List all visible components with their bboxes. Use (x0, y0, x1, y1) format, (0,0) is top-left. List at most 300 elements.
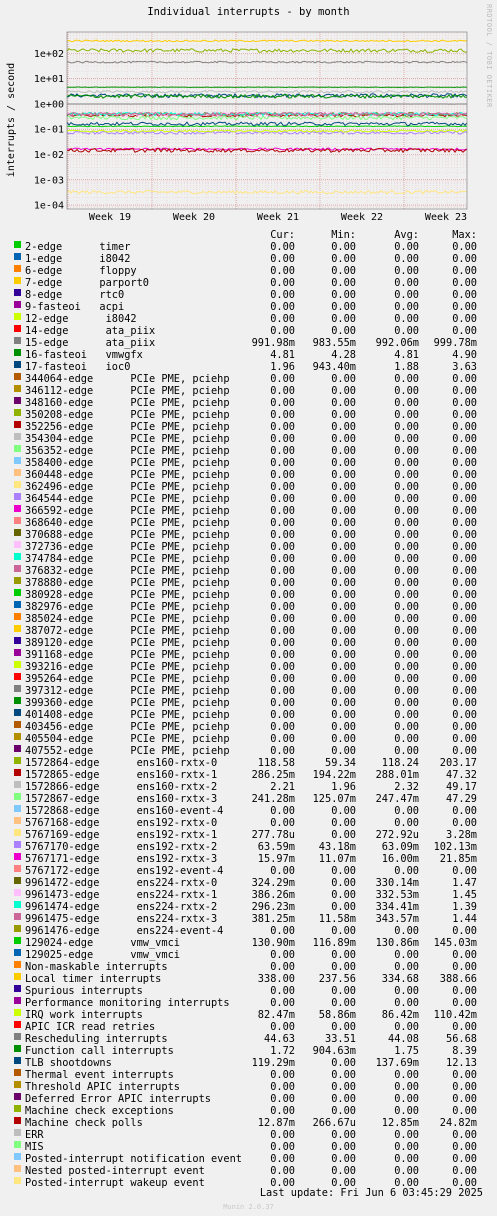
legend-avg: 137.69m (375, 1057, 419, 1069)
legend-rows (0, 241, 497, 1189)
legend-row (0, 853, 497, 865)
legend-swatch (14, 1021, 21, 1028)
legend-label: 397312-edge PCIe PME, pciehp (25, 685, 230, 697)
legend-label: Posted-interrupt notification event (25, 1153, 242, 1165)
legend-row (0, 1045, 497, 1057)
legend-cur: 0.00 (270, 985, 295, 997)
legend-cur: 0.00 (270, 1105, 295, 1117)
legend-cur: 277.78u (251, 829, 295, 841)
legend-min: 0.00 (331, 1069, 356, 1081)
legend-swatch (14, 277, 21, 284)
legend-max: 0.00 (452, 1153, 477, 1165)
legend-cur: 0.00 (270, 433, 295, 445)
legend-label: 380928-edge PCIe PME, pciehp (25, 589, 230, 601)
legend-min: 1.96 (331, 781, 356, 793)
legend-avg: 0.00 (394, 265, 419, 277)
legend-min: 0.00 (331, 301, 356, 313)
legend-row (0, 1033, 497, 1045)
legend-avg: 0.00 (394, 553, 419, 565)
legend-row (0, 901, 497, 913)
legend-max: 0.00 (452, 253, 477, 265)
legend-swatch (14, 805, 21, 812)
legend-min: 0.00 (331, 253, 356, 265)
legend-min: 0.00 (331, 1165, 356, 1177)
legend-max: 0.00 (452, 313, 477, 325)
legend-min: 0.00 (331, 289, 356, 301)
legend-min: 11.58m (318, 913, 356, 925)
legend-min: 0.00 (331, 433, 356, 445)
grid-lines (67, 32, 467, 209)
legend-row (0, 433, 497, 445)
legend-max: 0.00 (452, 265, 477, 277)
legend-label: 370688-edge PCIe PME, pciehp (25, 529, 230, 541)
legend-row (0, 697, 497, 709)
legend-row (0, 241, 497, 253)
legend-avg: 0.00 (394, 577, 419, 589)
legend-swatch (14, 469, 21, 476)
y-tick-label: 1e+02 (33, 48, 64, 60)
legend-row (0, 337, 497, 349)
legend-label: 354304-edge PCIe PME, pciehp (25, 433, 230, 445)
legend-swatch (14, 709, 21, 716)
legend-max: 0.00 (452, 589, 477, 601)
legend-label: 346112-edge PCIe PME, pciehp (25, 385, 230, 397)
legend-min: 0.00 (331, 949, 356, 961)
legend-avg: 16.00m (381, 853, 419, 865)
legend-swatch (14, 1141, 21, 1148)
legend-row (0, 517, 497, 529)
legend-swatch (14, 289, 21, 296)
legend-row (0, 637, 497, 649)
legend-swatch (14, 553, 21, 560)
legend-label: Deferred Error APIC interrupts (25, 1093, 211, 1105)
legend-label: 385024-edge PCIe PME, pciehp (25, 613, 230, 625)
legend-label: Machine check exceptions (25, 1105, 174, 1117)
legend-swatch (14, 1177, 21, 1184)
legend-avg: 0.00 (394, 469, 419, 481)
legend-row (0, 709, 497, 721)
legend-cur: 0.00 (270, 493, 295, 505)
legend-swatch (14, 565, 21, 572)
legend-cur: 0.00 (270, 589, 295, 601)
legend-row (0, 865, 497, 877)
legend-swatch (14, 757, 21, 764)
legend-row (0, 1021, 497, 1033)
legend-swatch (14, 601, 21, 608)
legend-min: 0.00 (331, 1129, 356, 1141)
legend-min: 58.86m (318, 1009, 356, 1021)
legend-label: 5767168-edge ens192-rxtx-0 (25, 817, 218, 829)
legend-cur: 0.00 (270, 1093, 295, 1105)
legend-swatch (14, 925, 21, 932)
legend-cur: 0.00 (270, 817, 295, 829)
y-tick-label: 1e-04 (33, 200, 64, 212)
legend-row (0, 1165, 497, 1177)
header-avg: Avg: (394, 229, 419, 241)
legend-row (0, 781, 497, 793)
legend-label: 362496-edge PCIe PME, pciehp (25, 481, 230, 493)
legend-min: 0.00 (331, 709, 356, 721)
legend-avg: 12.85m (381, 1117, 419, 1129)
legend-swatch (14, 541, 21, 548)
legend-min: 0.00 (331, 553, 356, 565)
legend-cur: 0.00 (270, 565, 295, 577)
last-update: Last update: Fri Jun 6 03:45:29 2025 (259, 1187, 483, 1199)
legend-cur: 0.00 (270, 529, 295, 541)
legend-swatch (14, 1093, 21, 1100)
legend-max: 0.00 (452, 1165, 477, 1177)
legend-avg: 0.00 (394, 985, 419, 997)
legend-cur: 338.00 (257, 973, 295, 985)
legend-row (0, 277, 497, 289)
legend-max: 0.00 (452, 433, 477, 445)
legend-cur: 63.59m (257, 841, 295, 853)
legend-cur: 0.00 (270, 505, 295, 517)
legend-swatch (14, 865, 21, 872)
legend-min: 943.40m (312, 361, 356, 373)
legend-row (0, 757, 497, 769)
series-line (67, 191, 467, 194)
legend-max: 0.00 (452, 817, 477, 829)
legend-label: 5767170-edge ens192-rxtx-2 (25, 841, 218, 853)
legend-row (0, 613, 497, 625)
legend-max: 0.00 (452, 961, 477, 973)
legend-min: 116.89m (312, 937, 356, 949)
legend-cur: 1.72 (270, 1045, 295, 1057)
legend-label: 129024-edge vmw_vmci (25, 937, 180, 949)
legend-avg: 0.00 (394, 1129, 419, 1141)
legend-avg: 0.00 (394, 661, 419, 673)
legend-avg: 0.00 (394, 601, 419, 613)
legend-row (0, 1105, 497, 1117)
legend-avg: 0.00 (394, 805, 419, 817)
legend-avg: 130.86m (375, 937, 419, 949)
legend-min: 0.00 (331, 265, 356, 277)
legend-label: Threshold APIC interrupts (25, 1081, 180, 1093)
legend-row (0, 793, 497, 805)
legend-min: 0.00 (331, 985, 356, 997)
legend-max: 4.90 (452, 349, 477, 361)
legend-max: 0.00 (452, 985, 477, 997)
x-tick-label: Week 21 (256, 212, 300, 223)
legend-swatch (14, 409, 21, 416)
legend-avg: 0.00 (394, 517, 419, 529)
legend-min: 0.00 (331, 325, 356, 337)
y-tick-label: 1e-03 (33, 175, 64, 187)
legend-label: 1-edge i8042 (25, 253, 131, 265)
legend-avg: 0.00 (394, 493, 419, 505)
legend-max: 3.63 (452, 361, 477, 373)
legend-min: 0.00 (331, 1105, 356, 1117)
legend-swatch (14, 937, 21, 944)
legend-cur: 296.23m (251, 901, 295, 913)
legend-row (0, 769, 497, 781)
legend-max: 0.00 (452, 997, 477, 1009)
legend-swatch (14, 1081, 21, 1088)
legend-label: 9-fasteoi acpi (25, 301, 125, 313)
legend-cur: 0.00 (270, 661, 295, 673)
x-tick-label: Week 22 (340, 212, 384, 223)
legend-min: 0.00 (331, 469, 356, 481)
legend-row (0, 937, 497, 949)
legend-label: 387072-edge PCIe PME, pciehp (25, 625, 230, 637)
legend-max: 0.00 (452, 1069, 477, 1081)
legend-cur: 0.00 (270, 469, 295, 481)
legend-max: 102.13m (433, 841, 477, 853)
legend-avg: 0.00 (394, 409, 419, 421)
legend-swatch (14, 529, 21, 536)
legend-row (0, 1129, 497, 1141)
legend-avg: 0.00 (394, 733, 419, 745)
legend-avg: 0.00 (394, 289, 419, 301)
legend-label: Non-maskable interrupts (25, 961, 168, 973)
legend-min: 0.00 (331, 529, 356, 541)
legend-min: 0.00 (331, 505, 356, 517)
legend-row (0, 265, 497, 277)
legend-row (0, 289, 497, 301)
legend-max: 0.00 (452, 457, 477, 469)
legend-row (0, 805, 497, 817)
legend-min: 237.56 (318, 973, 356, 985)
legend-swatch (14, 433, 21, 440)
legend-min: 983.55m (312, 337, 356, 349)
legend-swatch (14, 841, 21, 848)
legend-cur: 0.00 (270, 925, 295, 937)
legend-label: TLB shootdowns (25, 1057, 112, 1069)
legend-min: 0.00 (331, 541, 356, 553)
legend-swatch (14, 481, 21, 488)
legend-max: 0.00 (452, 601, 477, 613)
x-tick-label: Week 23 (424, 212, 468, 223)
legend-label: 372736-edge PCIe PME, pciehp (25, 541, 230, 553)
rrdtool-credit: RRDTOOL / TOBI OETIKER (485, 4, 493, 108)
legend-swatch (14, 1069, 21, 1076)
legend-avg: 0.00 (394, 277, 419, 289)
legend-avg: 0.00 (394, 1021, 419, 1033)
legend-label: Rescheduling interrupts (25, 1033, 168, 1045)
legend-cur: 286.25m (251, 769, 295, 781)
legend-max: 21.85m (439, 853, 477, 865)
legend-min: 0.00 (331, 1021, 356, 1033)
legend-max: 0.00 (452, 697, 477, 709)
legend-max: 0.00 (452, 685, 477, 697)
legend-min: 0.00 (331, 625, 356, 637)
legend-swatch (14, 1129, 21, 1136)
y-tick-label: 1e+00 (33, 99, 64, 111)
legend-max: 145.03m (433, 937, 477, 949)
legend-swatch (14, 889, 21, 896)
legend-max: 24.82m (439, 1117, 477, 1129)
legend-avg: 0.00 (394, 997, 419, 1009)
legend-cur: 0.00 (270, 1153, 295, 1165)
legend-swatch (14, 1117, 21, 1124)
legend-swatch (14, 961, 21, 968)
legend-max: 0.00 (452, 625, 477, 637)
legend-max: 0.00 (452, 493, 477, 505)
legend-max: 0.00 (452, 649, 477, 661)
x-tick-label: Week 19 (88, 212, 132, 223)
legend-avg: 272.92u (375, 829, 419, 841)
legend-max: 0.00 (452, 637, 477, 649)
legend-avg: 0.00 (394, 505, 419, 517)
legend-cur: 0.00 (270, 277, 295, 289)
legend-avg: 0.00 (394, 397, 419, 409)
header-min: Min: (331, 229, 356, 241)
legend-avg: 86.42m (381, 1009, 419, 1021)
legend-cur: 0.00 (270, 697, 295, 709)
legend-min: 0.00 (331, 889, 356, 901)
legend-avg: 0.00 (394, 457, 419, 469)
legend-swatch (14, 721, 21, 728)
legend-row (0, 961, 497, 973)
legend-label: 5767171-edge ens192-rxtx-3 (25, 853, 218, 865)
legend-label: 393216-edge PCIe PME, pciehp (25, 661, 230, 673)
legend-max: 0.00 (452, 565, 477, 577)
legend-cur: 0.00 (270, 241, 295, 253)
legend-row (0, 529, 497, 541)
legend-max: 0.00 (452, 409, 477, 421)
legend-max: 0.00 (452, 517, 477, 529)
legend-max: 0.00 (452, 421, 477, 433)
legend-avg: 0.00 (394, 433, 419, 445)
legend-cur: 0.00 (270, 445, 295, 457)
legend-min: 0.00 (331, 697, 356, 709)
legend-cur: 0.00 (270, 457, 295, 469)
legend-cur: 130.90m (251, 937, 295, 949)
legend-max: 0.00 (452, 1081, 477, 1093)
legend-row (0, 325, 497, 337)
legend-avg: 0.00 (394, 685, 419, 697)
legend-max: 0.00 (452, 721, 477, 733)
legend-row (0, 505, 497, 517)
legend-cur: 0.00 (270, 325, 295, 337)
legend-label: 129025-edge vmw_vmci (25, 949, 180, 961)
legend-row (0, 493, 497, 505)
legend-swatch (14, 1009, 21, 1016)
legend-max: 0.00 (452, 397, 477, 409)
legend-avg: 0.00 (394, 961, 419, 973)
legend-avg: 0.00 (394, 721, 419, 733)
legend-header-row (0, 229, 497, 241)
legend-cur: 0.00 (270, 805, 295, 817)
legend-cur: 0.00 (270, 1141, 295, 1153)
legend-avg: 0.00 (394, 445, 419, 457)
legend-label: 1572864-edge ens160-rxtx-0 (25, 757, 218, 769)
legend-max: 0.00 (452, 325, 477, 337)
legend-label: 6-edge floppy (25, 265, 137, 277)
legend-row (0, 421, 497, 433)
legend-label: 9961474-edge ens224-rxtx-2 (25, 901, 218, 913)
legend-max: 0.00 (452, 925, 477, 937)
legend-cur: 0.00 (270, 949, 295, 961)
legend-min: 0.00 (331, 601, 356, 613)
legend-max: 0.00 (452, 373, 477, 385)
legend-min: 0.00 (331, 277, 356, 289)
legend-max: 0.00 (452, 805, 477, 817)
legend-max: 0.00 (452, 301, 477, 313)
legend-swatch (14, 1165, 21, 1172)
legend-row (0, 1141, 497, 1153)
legend-avg: 0.00 (394, 241, 419, 253)
legend-cur: 0.00 (270, 601, 295, 613)
legend-row (0, 673, 497, 685)
legend-table (0, 229, 497, 1189)
legend-avg: 0.00 (394, 589, 419, 601)
legend-row (0, 565, 497, 577)
legend-label: 15-edge ata_piix (25, 337, 156, 349)
legend-cur: 0.00 (270, 397, 295, 409)
legend-label: 5767169-edge ens192-rxtx-1 (25, 829, 218, 841)
legend-max: 1.47 (452, 877, 477, 889)
legend-max: 0.00 (452, 529, 477, 541)
legend-row (0, 1057, 497, 1069)
legend-cur: 0.00 (270, 961, 295, 973)
plot-area (0, 0, 497, 229)
legend-max: 0.00 (452, 709, 477, 721)
legend-row (0, 877, 497, 889)
legend-max: 0.00 (452, 1105, 477, 1117)
legend-avg: 0.00 (394, 1081, 419, 1093)
legend-cur: 0.00 (270, 577, 295, 589)
legend-min: 266.67u (312, 1117, 356, 1129)
legend-swatch (14, 349, 21, 356)
legend-label: 366592-edge PCIe PME, pciehp (25, 505, 230, 517)
legend-min: 0.00 (331, 385, 356, 397)
legend-row (0, 1009, 497, 1021)
legend-swatch (14, 505, 21, 512)
legend-cur: 0.00 (270, 1021, 295, 1033)
legend-row (0, 817, 497, 829)
legend-max: 0.00 (452, 481, 477, 493)
legend-swatch (14, 781, 21, 788)
legend-max: 0.00 (452, 241, 477, 253)
legend-swatch (14, 1105, 21, 1112)
legend-label: IRQ work interrupts (25, 1009, 143, 1021)
legend-row (0, 373, 497, 385)
legend-min: 0.00 (331, 241, 356, 253)
legend-avg: 0.00 (394, 925, 419, 937)
legend-label: 378880-edge PCIe PME, pciehp (25, 577, 230, 589)
legend-max: 0.00 (452, 541, 477, 553)
legend-avg: 0.00 (394, 697, 419, 709)
legend-swatch (14, 325, 21, 332)
legend-label: 17-fasteoi ioc0 (25, 361, 131, 373)
legend-row (0, 841, 497, 853)
legend-row (0, 913, 497, 925)
legend-avg: 334.68 (381, 973, 419, 985)
x-tick-label: Week 20 (172, 212, 216, 223)
legend-avg: 2.32 (394, 781, 419, 793)
legend-cur: 0.00 (270, 685, 295, 697)
legend-cur: 0.00 (270, 721, 295, 733)
legend-avg: 332.53m (375, 889, 419, 901)
legend-min: 0.00 (331, 661, 356, 673)
legend-swatch (14, 949, 21, 956)
legend-row (0, 301, 497, 313)
legend-max: 56.68 (446, 1033, 477, 1045)
legend-avg: 343.57m (375, 913, 419, 925)
legend-min: 0.00 (331, 1057, 356, 1069)
y-tick-label: 1e+01 (33, 74, 64, 86)
legend-cur: 241.28m (251, 793, 295, 805)
legend-row (0, 445, 497, 457)
legend-label: 401408-edge PCIe PME, pciehp (25, 709, 230, 721)
legend-min: 0.00 (331, 397, 356, 409)
legend-swatch (14, 793, 21, 800)
legend-avg: 0.00 (394, 1153, 419, 1165)
legend-label: 12-edge i8042 (25, 313, 137, 325)
legend-swatch (14, 649, 21, 656)
